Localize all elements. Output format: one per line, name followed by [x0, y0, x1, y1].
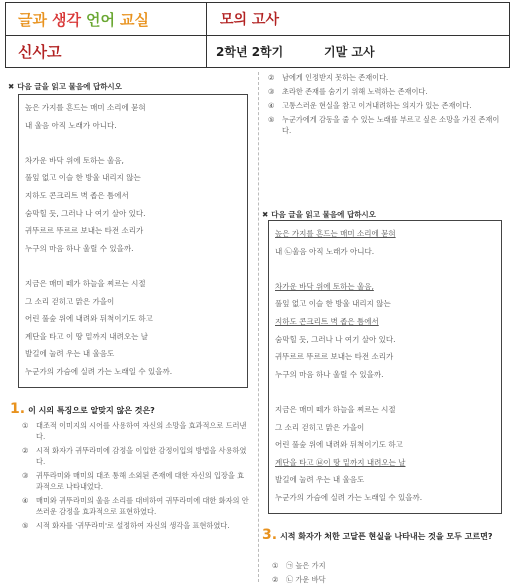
instruction-right: [262, 209, 376, 220]
exam-header: [5, 2, 510, 68]
poem-passage: [18, 94, 248, 388]
poem-line: [275, 225, 495, 243]
answer-option[interactable]: [22, 420, 250, 442]
header-row-top: [6, 3, 509, 36]
poem-passage-annotated: [268, 220, 502, 514]
school-name: 신사고: [18, 43, 62, 61]
answer-option[interactable]: [22, 520, 250, 531]
poem-line: 숨막힐 듯, 그러나 나 여기 살아 있다.: [25, 208, 146, 218]
option-text: 초라한 존재를 숨기기 위해 노력하는 존재이다.: [282, 87, 428, 96]
header-divider: [206, 36, 207, 67]
poem-line: 내 ㉡울음 아직 노래가 아니다.: [275, 246, 375, 256]
poem-line: 내 울음 아직 노래가 아니다.: [25, 120, 117, 130]
question-number: 1.: [10, 401, 26, 417]
answer-option[interactable]: [272, 574, 502, 585]
option-number: ②: [272, 575, 279, 584]
option-number: ④: [268, 101, 275, 110]
brand-title: [18, 3, 154, 35]
brand-word-2: 생각: [51, 10, 81, 29]
instruction-text: 다음 글을 읽고 물음에 답하시오: [17, 82, 122, 91]
poem-line: 그 소리 걷히고 맑은 가을이: [25, 296, 115, 306]
instruction-left: [8, 81, 122, 92]
poem-line: 누군가의 가슴에 실려 가는 노래일 수 있을까.: [275, 492, 423, 502]
poem-line: 누구의 마음 하나 울릴 수 있을까.: [275, 369, 384, 379]
option-text: 고통스러운 현실을 참고 이겨내려하는 의지가 있는 존재이다.: [282, 101, 472, 110]
annotated-phrase: 차가운 바닥 위에 토하는 울음,: [275, 281, 374, 291]
exam-type-label: 모의 고사: [220, 12, 279, 28]
column-divider: [258, 72, 259, 582]
poem-line: 귀뚜르르 뚜르르 보내는 타전 소리가: [275, 352, 394, 362]
option-text: 시적 화자를 '귀뚜라미'로 설정하여 자신의 생각을 표현하였다.: [36, 521, 230, 530]
poem-line: [275, 313, 495, 331]
poem-line: 발길에 눌려 우는 내 울음도: [25, 349, 115, 359]
option-text: 시적 화자가 귀뚜라미에 감정을 이입한 감정이입의 방법을 사용하였다.: [36, 446, 247, 466]
answer-option[interactable]: [272, 560, 502, 571]
option-number: ⑤: [22, 521, 29, 530]
poem-line: 누군가의 가슴에 실려 가는 노래일 수 있을까.: [25, 366, 173, 376]
stanza-gap: [275, 383, 495, 401]
poem-line: 지하도 콘크리트 벽 좁은 틈에서: [25, 190, 129, 200]
poem-line: 어린 풀숲 위에 내려와 뒤척이기도 하고: [275, 440, 403, 450]
question-number: 3.: [262, 527, 278, 543]
annotated-phrase: 지하도 콘크리트 벽 좁은 틈에서: [275, 316, 379, 326]
poem-line: 계단을 타고 이 땅 밑까지 내려오는 날: [25, 331, 148, 341]
option-text: 대조적 이미지의 시어를 사용하여 자신의 소망을 효과적으로 드러낸다.: [36, 421, 247, 441]
brand-word-3: 언어: [85, 10, 115, 29]
answer-option[interactable]: [268, 72, 504, 83]
header-divider: [206, 3, 207, 35]
option-number: ①: [22, 421, 29, 430]
poem-line: 차가운 바닥 위에 토하는 울음,: [25, 155, 124, 165]
option-number: ③: [268, 87, 275, 96]
brand-word-4: 교실: [119, 10, 149, 29]
stanza-gap: [25, 257, 241, 275]
poem-line: 발길에 눌려 우는 내 울음도: [275, 475, 365, 485]
poem-line: 높은 가지를 흔드는 매미 소리에 묻혀: [25, 103, 146, 112]
option-text: ㉠ 높은 가지: [286, 561, 326, 570]
answer-option[interactable]: [22, 470, 250, 492]
poem-line: [275, 454, 495, 472]
option-text: 매미와 귀뚜라미의 울음 소리를 대비하여 귀뚜라미에 대한 화자의 안쓰러운 감정을 효과적으로 표현하였다.: [36, 496, 249, 516]
brand-word-1: 글과: [18, 10, 47, 29]
option-number: ②: [268, 73, 275, 82]
poem-line: 풀잎 없고 이슬 한 방울 내리지 않는: [25, 173, 141, 183]
close-icon: ✖: [8, 82, 15, 91]
answer-option[interactable]: [22, 445, 250, 467]
poem-line: 숨막힐 듯, 그러나 나 여기 살아 있다.: [275, 334, 396, 344]
exam-label: 기말 고사: [324, 45, 375, 59]
question-text: 시적 화자가 처한 고달픈 현실을 나타내는 것을 모두 고르면?: [280, 532, 493, 541]
option-text: 남에게 인정받지 못하는 존재이다.: [282, 73, 389, 82]
poem-line: 지금은 매미 떼가 하늘을 찌르는 시절: [25, 278, 146, 288]
poem-line: 누구의 마음 하나 울릴 수 있을까.: [25, 243, 134, 253]
answer-option[interactable]: [268, 100, 504, 111]
option-text: 누군가에게 감동을 줄 수 있는 노래를 부르고 싶은 소망을 가진 존재이다.: [282, 115, 500, 135]
option-number: ⑤: [268, 115, 275, 124]
poem-line: 지금은 매미 떼가 하늘을 찌르는 시절: [275, 404, 396, 414]
instruction-text: 다음 글을 읽고 물음에 답하시오: [271, 210, 376, 219]
question-text: 이 시의 특징으로 알맞지 않은 것은?: [28, 406, 155, 415]
header-row-bottom: [6, 36, 509, 67]
question-1-options: [22, 420, 250, 534]
option-number: ①: [272, 561, 279, 570]
option-number: ④: [22, 496, 29, 505]
option-number: ③: [22, 471, 29, 480]
answer-option[interactable]: [268, 114, 504, 136]
question-3-options: [272, 560, 502, 585]
answer-option[interactable]: [22, 495, 250, 517]
option-text: 귀뚜라미와 매미의 대조 통해 소외된 존재에 대한 자신의 입장을 효과적으로 나타내었다.: [36, 471, 245, 491]
close-icon: ✖: [262, 210, 269, 219]
stanza-gap: [275, 260, 495, 278]
poem-line: [275, 278, 495, 296]
option-number: ②: [22, 446, 29, 455]
poem-line: 귀뚜르르 뚜르르 보내는 타전 소리가: [25, 226, 144, 236]
poem-line: 풀잎 없고 이슬 한 방울 내리지 않는: [275, 299, 391, 309]
poem-line: 그 소리 걷히고 맑은 가을이: [275, 422, 365, 432]
annotated-phrase: 계단을 타고 ㉥이 땅 밑까지 내려오는 날: [275, 457, 406, 467]
answer-option[interactable]: [268, 86, 504, 97]
question-2-options: [268, 72, 504, 139]
poem-line: 어린 풀숲 위에 내려와 뒤척이기도 하고: [25, 314, 153, 324]
stanza-gap: [25, 134, 241, 152]
annotated-phrase: 높은 가지를 흔드는 매미 소리에 묻혀: [275, 229, 396, 238]
grade-label: 2학년 2학기: [216, 45, 284, 59]
option-text: ㉡ 가운 바닥: [286, 575, 326, 584]
question-3: [262, 528, 506, 542]
question-1: [10, 402, 250, 416]
